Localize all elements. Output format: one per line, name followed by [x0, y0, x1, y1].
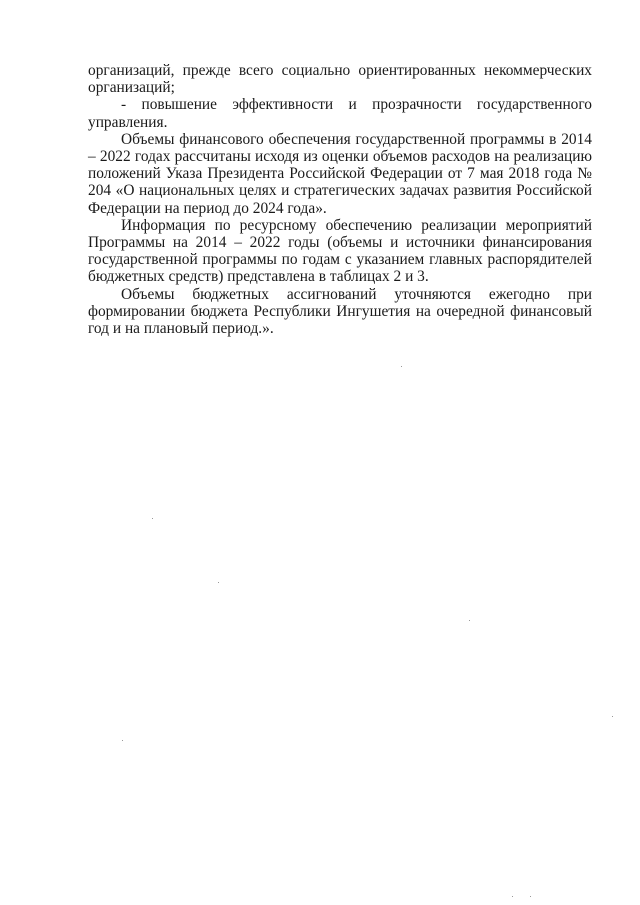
scan-speck — [218, 582, 219, 583]
document-body — [88, 62, 592, 337]
scan-speck — [530, 896, 531, 897]
scan-speck — [401, 366, 402, 367]
scan-speck — [122, 740, 123, 741]
paragraph-organizations: организаций, прежде всего социально ориентированных некоммерческих организаций; — [88, 62, 592, 97]
scan-speck — [469, 620, 470, 621]
scan-speck — [512, 896, 513, 897]
paragraph-budget-allocations: Объемы бюджетных ассигнований уточняются ежегодно при формировании бюджета Республики Ингушетия на очередной финансовый год и на плановый период.». — [88, 285, 592, 338]
scan-speck — [152, 518, 153, 519]
paragraph-resource-information: Информация по ресурсному обеспечению реализации мероприятий Программы на 2014 – 2022 годы (объемы и источники финансирования государственной программы по годам с указанием главных распорядителей бюджетных средств) представлена в таблицах 2 и 3. — [88, 216, 592, 286]
paragraph-governance-efficiency: - повышение эффективности и прозрачности государственного управления. — [88, 96, 592, 131]
paragraph-funding-volumes: Объемы финансового обеспечения государственной программы в 2014 – 2022 годах рассчитаны исходя из оценки объемов расходов на реализацию положений Указа Президента Российской Федерации от 7 мая 2018 года № 204 «О национальных целях и стратегических задачах развития Российской Федерации на период до 2024 года». — [88, 130, 592, 217]
scan-speck — [612, 716, 613, 717]
